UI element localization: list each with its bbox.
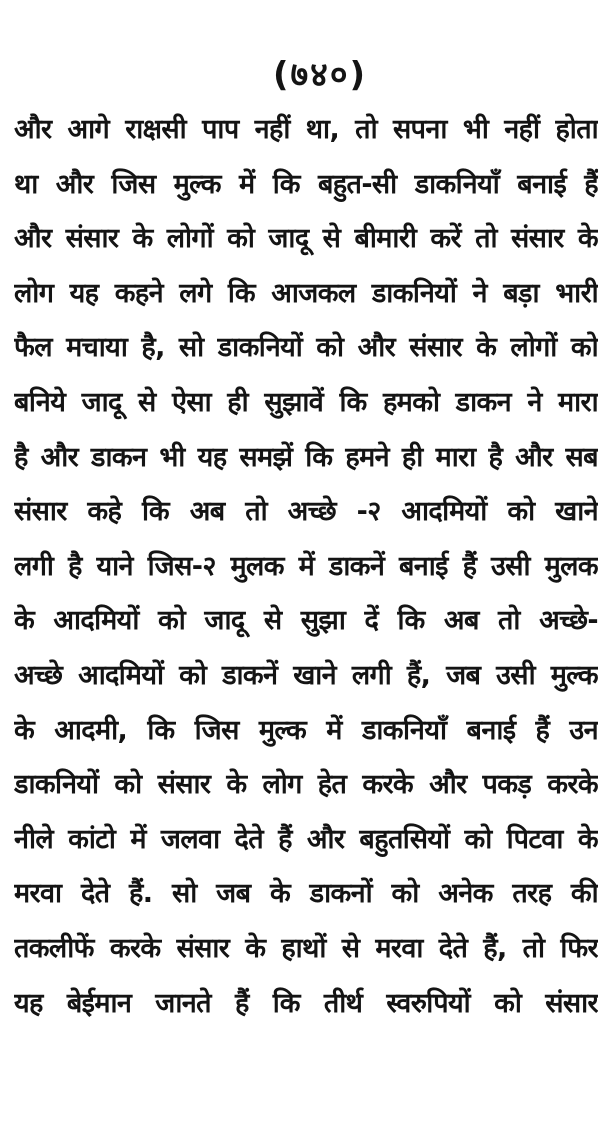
text-line-6: बनिये जादू से ऐसा ही सुझावें कि हमको डाकन ने मारा: [14, 386, 598, 418]
text-line-9: लगी है याने जिस-२ मुलक में डाकनें बनाई हैं उसी मुलक: [14, 550, 598, 582]
text-line-7: है और डाकन भी यह समझें कि हमने ही मारा है और सब: [14, 441, 598, 473]
text-line-17: यह बेईमान जानते हैं कि तीर्थ स्वरुपियों को संसार: [14, 987, 598, 1019]
text-line-14: नीले कांटो में जलवा देते हैं और बहुतसियों को पिटवा के: [14, 823, 598, 855]
text-line-12: के आदमी, कि जिस मुल्क में डाकनियाँ बनाई हैं उन: [14, 714, 598, 746]
page-number: (७४०): [272, 55, 368, 95]
body-text: [14, 103, 598, 1031]
text-line-15: मरवा देते हैं. सो जब के डाकनों को अनेक तरह की: [14, 878, 598, 910]
text-line-16: तकलीफें करके संसार के हाथों से मरवा देते हैं, तो फिर: [14, 932, 598, 964]
text-line-4: लोग यह कहने लगे कि आजकल डाकनियों ने बड़ा भारी: [14, 277, 598, 309]
text-line-11: अच्छे आदमियों को डाकनें खाने लगी हैं, जब उसी मुल्क: [14, 659, 598, 691]
text-line-2: था और जिस मुल्क में कि बहुत-सी डाकनियाँ बनाई हैं: [14, 168, 598, 200]
text-line-5: फैल मचाया है, सो डाकनियों को और संसार के लोगों को: [14, 332, 598, 364]
text-line-3: और संसार के लोगों को जादू से बीमारी करें तो संसार के: [14, 223, 598, 255]
text-line-1: और आगे राक्षसी पाप नहीं था, तो सपना भी नहीं होता: [14, 114, 598, 145]
text-line-8: संसार कहे कि अब तो अच्छे -२ आदमियों को खाने: [14, 496, 598, 528]
text-line-10: के आदमियों को जादू से सुझा दें कि अब तो अच्छे-: [14, 605, 598, 637]
text-line-13: डाकनियों को संसार के लोग हेत करके और पकड़ करके: [14, 769, 598, 801]
